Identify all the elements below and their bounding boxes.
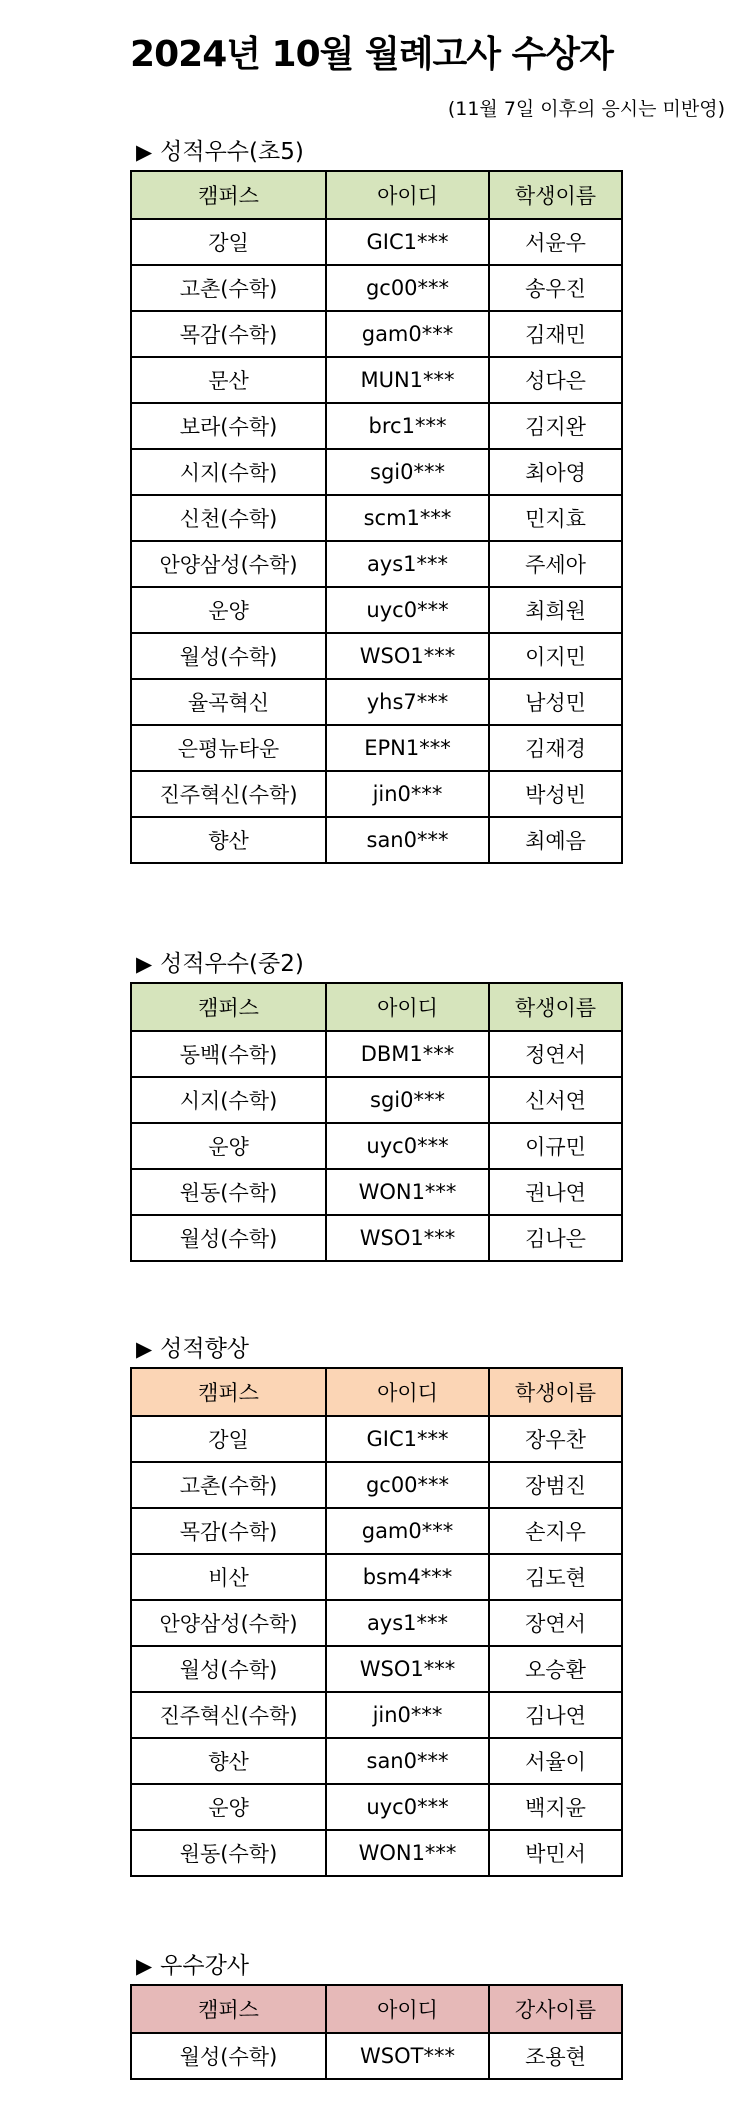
id-cell: gc00*** — [326, 265, 489, 311]
triangle-bullet-icon: ▶ — [136, 952, 153, 976]
column-header-campus: 캠퍼스 — [131, 1368, 326, 1416]
campus-cell: 강일 — [131, 219, 326, 265]
name-cell: 박민서 — [489, 1830, 622, 1876]
column-header-name: 학생이름 — [489, 1368, 622, 1416]
campus-cell: 율곡혁신 — [131, 679, 326, 725]
campus-cell: 진주혁신(수학) — [131, 1692, 326, 1738]
id-cell: WSO1*** — [326, 1646, 489, 1692]
award-table-instructor — [130, 1984, 623, 2080]
id-cell: ays1*** — [326, 541, 489, 587]
table-header-row — [131, 1985, 622, 2033]
id-cell: gc00*** — [326, 1462, 489, 1508]
id-cell: EPN1*** — [326, 725, 489, 771]
id-cell: WSO1*** — [326, 633, 489, 679]
column-header-id: 아이디 — [326, 983, 489, 1031]
table-row — [131, 1123, 622, 1169]
campus-cell: 월성(수학) — [131, 1646, 326, 1692]
campus-cell: 안양삼성(수학) — [131, 1600, 326, 1646]
award-table-improvement — [130, 1367, 623, 1877]
table-row — [131, 725, 622, 771]
id-cell: brc1*** — [326, 403, 489, 449]
name-cell: 조용현 — [489, 2033, 622, 2079]
id-cell: uyc0*** — [326, 1784, 489, 1830]
table-header-row — [131, 1368, 622, 1416]
campus-cell: 안양삼성(수학) — [131, 541, 326, 587]
campus-cell: 월성(수학) — [131, 2033, 326, 2079]
campus-cell: 진주혁신(수학) — [131, 771, 326, 817]
name-cell: 김지완 — [489, 403, 622, 449]
campus-cell: 시지(수학) — [131, 449, 326, 495]
section-heading-label: 성적우수(중2) — [160, 951, 304, 977]
name-cell: 김도현 — [489, 1554, 622, 1600]
id-cell: WSOT*** — [326, 2033, 489, 2079]
column-header-campus: 캠퍼스 — [131, 1985, 326, 2033]
name-cell: 김재경 — [489, 725, 622, 771]
id-cell: yhs7*** — [326, 679, 489, 725]
table-row — [131, 633, 622, 679]
id-cell: GIC1*** — [326, 1416, 489, 1462]
name-cell: 남성민 — [489, 679, 622, 725]
table-row — [131, 219, 622, 265]
id-cell: DBM1*** — [326, 1031, 489, 1077]
id-cell: MUN1*** — [326, 357, 489, 403]
name-cell: 장연서 — [489, 1600, 622, 1646]
triangle-bullet-icon: ▶ — [136, 140, 153, 164]
id-cell: uyc0*** — [326, 1123, 489, 1169]
id-cell: san0*** — [326, 817, 489, 863]
table-row — [131, 1215, 622, 1261]
table-row — [131, 2033, 622, 2079]
table-row — [131, 771, 622, 817]
name-cell: 박성빈 — [489, 771, 622, 817]
table-row — [131, 1738, 622, 1784]
section-heading-label: 우수강사 — [160, 1953, 250, 1979]
name-cell: 서윤우 — [489, 219, 622, 265]
id-cell: scm1*** — [326, 495, 489, 541]
id-cell: WSO1*** — [326, 1215, 489, 1261]
name-cell: 백지윤 — [489, 1784, 622, 1830]
id-cell: gam0*** — [326, 311, 489, 357]
campus-cell: 강일 — [131, 1416, 326, 1462]
table-row — [131, 1554, 622, 1600]
id-cell: bsm4*** — [326, 1554, 489, 1600]
name-cell: 송우진 — [489, 265, 622, 311]
id-cell: WON1*** — [326, 1830, 489, 1876]
campus-cell: 운양 — [131, 1123, 326, 1169]
table-row — [131, 1077, 622, 1123]
name-cell: 장범진 — [489, 1462, 622, 1508]
campus-cell: 시지(수학) — [131, 1077, 326, 1123]
column-header-campus: 캠퍼스 — [131, 983, 326, 1031]
campus-cell: 월성(수학) — [131, 633, 326, 679]
name-cell: 손지우 — [489, 1508, 622, 1554]
triangle-bullet-icon: ▶ — [136, 1337, 153, 1361]
column-header-campus: 캠퍼스 — [131, 171, 326, 219]
column-header-id: 아이디 — [326, 1985, 489, 2033]
campus-cell: 보라(수학) — [131, 403, 326, 449]
name-cell: 장우찬 — [489, 1416, 622, 1462]
name-cell: 최아영 — [489, 449, 622, 495]
column-header-id: 아이디 — [326, 171, 489, 219]
id-cell: GIC1*** — [326, 219, 489, 265]
campus-cell: 문산 — [131, 357, 326, 403]
campus-cell: 고촌(수학) — [131, 265, 326, 311]
table-row — [131, 495, 622, 541]
table-row — [131, 1692, 622, 1738]
table-row — [131, 1462, 622, 1508]
name-cell: 신서연 — [489, 1077, 622, 1123]
name-cell: 최예음 — [489, 817, 622, 863]
name-cell: 김재민 — [489, 311, 622, 357]
campus-cell: 목감(수학) — [131, 1508, 326, 1554]
campus-cell: 향산 — [131, 817, 326, 863]
section-heading-label: 성적우수(초5) — [160, 139, 304, 165]
award-table-elementary5 — [130, 170, 623, 864]
id-cell: gam0*** — [326, 1508, 489, 1554]
column-header-name: 학생이름 — [489, 983, 622, 1031]
name-cell: 서율이 — [489, 1738, 622, 1784]
id-cell: jin0*** — [326, 771, 489, 817]
name-cell: 김나은 — [489, 1215, 622, 1261]
name-cell: 성다은 — [489, 357, 622, 403]
name-cell: 이지민 — [489, 633, 622, 679]
table-row — [131, 1784, 622, 1830]
campus-cell: 비산 — [131, 1554, 326, 1600]
triangle-bullet-icon: ▶ — [136, 1954, 153, 1978]
campus-cell: 운양 — [131, 1784, 326, 1830]
id-cell: jin0*** — [326, 1692, 489, 1738]
name-cell: 정연서 — [489, 1031, 622, 1077]
table-row — [131, 679, 622, 725]
id-cell: ays1*** — [326, 1600, 489, 1646]
name-cell: 이규민 — [489, 1123, 622, 1169]
note-text: (11월 7일 이후의 응시는 미반영) — [447, 98, 725, 120]
campus-cell: 목감(수학) — [131, 311, 326, 357]
campus-cell: 신천(수학) — [131, 495, 326, 541]
campus-cell: 고촌(수학) — [131, 1462, 326, 1508]
id-cell: san0*** — [326, 1738, 489, 1784]
section-heading — [136, 133, 304, 166]
table-row — [131, 587, 622, 633]
table-row — [131, 541, 622, 587]
section-heading — [136, 1947, 249, 1980]
campus-cell: 원동(수학) — [131, 1830, 326, 1876]
table-header-row — [131, 171, 622, 219]
table-row — [131, 265, 622, 311]
award-table-middle2 — [130, 982, 623, 1262]
table-row — [131, 1646, 622, 1692]
campus-cell: 원동(수학) — [131, 1169, 326, 1215]
table-header-row — [131, 983, 622, 1031]
id-cell: sgi0*** — [326, 1077, 489, 1123]
campus-cell: 동백(수학) — [131, 1031, 326, 1077]
name-cell: 최희원 — [489, 587, 622, 633]
table-row — [131, 1600, 622, 1646]
name-cell: 김나연 — [489, 1692, 622, 1738]
table-row — [131, 449, 622, 495]
table-row — [131, 357, 622, 403]
id-cell: sgi0*** — [326, 449, 489, 495]
table-row — [131, 403, 622, 449]
table-row — [131, 1169, 622, 1215]
column-header-name: 강사이름 — [489, 1985, 622, 2033]
column-header-name: 학생이름 — [489, 171, 622, 219]
name-cell: 민지효 — [489, 495, 622, 541]
name-cell: 권나연 — [489, 1169, 622, 1215]
section-heading — [136, 1330, 249, 1363]
campus-cell: 운양 — [131, 587, 326, 633]
table-row — [131, 1416, 622, 1462]
table-row — [131, 311, 622, 357]
table-row — [131, 817, 622, 863]
page-title: 2024년 10월 월례고사 수상자 — [130, 34, 613, 75]
column-header-id: 아이디 — [326, 1368, 489, 1416]
campus-cell: 향산 — [131, 1738, 326, 1784]
section-heading-label: 성적향상 — [160, 1336, 250, 1362]
name-cell: 오승환 — [489, 1646, 622, 1692]
table-row — [131, 1031, 622, 1077]
id-cell: uyc0*** — [326, 587, 489, 633]
section-heading — [136, 945, 304, 978]
id-cell: WON1*** — [326, 1169, 489, 1215]
campus-cell: 월성(수학) — [131, 1215, 326, 1261]
table-row — [131, 1508, 622, 1554]
name-cell: 주세아 — [489, 541, 622, 587]
table-row — [131, 1830, 622, 1876]
campus-cell: 은평뉴타운 — [131, 725, 326, 771]
